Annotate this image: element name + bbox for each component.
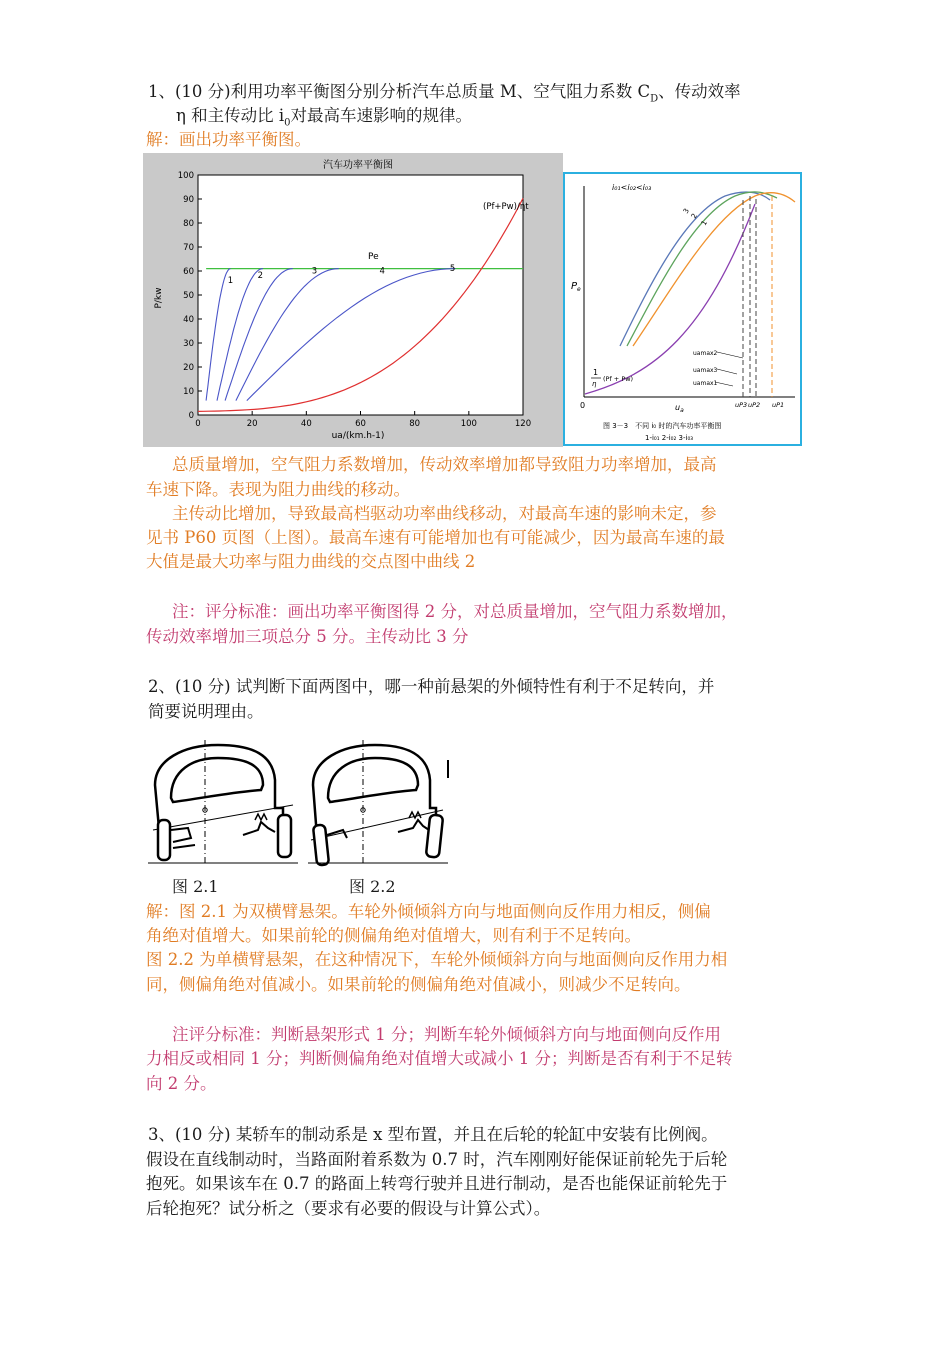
x-tick-label: 100 [460, 419, 477, 429]
q1-line2: η 和主传动比 $i_0$对最高车速影响的规律。 [176, 106, 473, 129]
chart2-frac-expr: (Pf + Pw) [603, 375, 634, 383]
y-tick-label: 0 [188, 411, 194, 421]
y-tick-label: 70 [183, 243, 194, 253]
gear-curve-label: 5 [449, 264, 456, 274]
y-tick-label: 80 [183, 219, 194, 229]
q2-score-line2: 力相反或相同 1 分；判断侧偏角绝对值增大或减小 1 分；判断是否有利于不足转 [146, 1049, 733, 1068]
x-tick-label: 20 [246, 419, 258, 429]
q1-score-line2: 传动效率增加三项总分 5 分。主传动比 3 分 [146, 627, 469, 646]
figure-2-1-caption: 图 2.1 [172, 877, 219, 896]
q3-line4: 后轮抱死？试分析之（要求有必要的假设与计算公式）。 [146, 1199, 551, 1218]
q2-answer-line2: 角绝对值增大。如果前轮的侧偏角绝对值增大，则有利于不足转向。 [146, 926, 641, 945]
gear-curve-label: 1 [227, 276, 234, 286]
power-balance-chart [143, 153, 563, 447]
chart2-caption: 图 3－3 不同 i₀ 时的汽车功率平衡图 [603, 422, 722, 430]
chart2-ylabel: $P_e$ [571, 281, 581, 293]
chart2-frac-num: 1 [593, 368, 599, 377]
chart1-xlabel: ua/(km.h-1) [331, 431, 385, 441]
x-tick-label: 0 [195, 419, 201, 429]
y-tick-label: 30 [183, 339, 194, 349]
chart2-xlabel: $u_a$ [675, 403, 684, 414]
q3-line1: 3、(10 分) 某轿车的制动系是 x 型布置，并且在后轮的轮缸中安装有比例阀。 [148, 1125, 718, 1144]
q2-answer-line4: 同，侧偏角绝对值减小。如果前轮的侧偏角绝对值减小，则减少不足转向。 [146, 975, 691, 994]
y-tick-label: 100 [177, 171, 194, 181]
q1-para1-line2: 车速下降。表现为阻力曲线的移动。 [146, 480, 410, 499]
power-balance-chart-svg [143, 153, 563, 447]
chart2-curve3: 3 [681, 207, 691, 215]
x-tick-label: 120 [514, 419, 532, 429]
chart1-ylabel: P/kw [154, 287, 164, 309]
suspension-figure-2-1 [143, 730, 303, 870]
figure-2-2-caption: 图 2.2 [349, 877, 396, 896]
q1-para2-line3: 大值是最大功率与阻力曲线的交点图中曲线 2 [146, 552, 476, 571]
textbook-figure-svg [565, 174, 800, 444]
q2-score-line3: 向 2 分。 [146, 1074, 217, 1093]
suspension-2-2-svg [303, 730, 453, 870]
chart2-up2: uP2 [748, 401, 761, 409]
chart2-up1: uP1 [772, 401, 785, 409]
chart2-curve2: 2 [689, 212, 699, 220]
q3-line3: 抱死。如果该车在 0.7 的路面上转弯行驶并且进行制动，是否也能保证前轮先于 [146, 1174, 728, 1193]
q1-answer-label: 解：画出功率平衡图。 [146, 130, 311, 149]
chart2-origin: 0 [580, 401, 586, 410]
q1-para2-line1: 主传动比增加，导致最高档驱动功率曲线移动，对最高车速的影响未定，参 [172, 504, 717, 523]
q1-line1: 1、(10 分)利用功率平衡图分别分析汽车总质量 M、空气阻力系数 $C_D$、传动效率 [148, 82, 741, 105]
q1-para2-line2: 见书 P60 页图（上图）。最高车速有可能增加也有可能减少，因为最高车速的最 [146, 528, 725, 547]
suspension-2-1-svg [143, 730, 303, 870]
q3-line2: 假设在直线制动时，当路面附着系数为 0.7 时，汽车刚刚好能保证前轮先于后轮 [146, 1150, 728, 1169]
x-tick-label: 40 [300, 419, 312, 429]
textbook-power-balance-figure [563, 172, 802, 446]
x-tick-label: 60 [355, 419, 366, 429]
chart2-legend: 1-i₀₁ 2-i₀₂ 3-i₀₃ [645, 434, 694, 442]
y-tick-label: 90 [183, 195, 194, 205]
y-tick-label: 10 [183, 387, 194, 397]
q2-answer-line1: 解：图 2.1 为双横臂悬架。车轮外倾倾斜方向与地面侧向反作用力相反，侧偏 [146, 902, 711, 921]
chart2-umax1: uamax1 [693, 380, 718, 387]
chart2-umax3: uamax3 [693, 367, 718, 374]
chart1-resist-label: (Pf+Pw)/ηt [483, 202, 529, 212]
q2-score-line1: 注评分标准：判断悬架形式 1 分；判断车轮外倾倾斜方向与地面侧向反作用 [172, 1025, 721, 1044]
chart2-up3: uP3 [735, 401, 748, 409]
q1-para1-line1: 总质量增加，空气阻力系数增加，传动效率增加都导致阻力功率增加，最高 [172, 455, 717, 474]
chart2-umax2: uamax2 [693, 350, 718, 357]
y-tick-label: 50 [183, 291, 194, 301]
suspension-figure-2-2 [303, 730, 453, 870]
chart1-title: 汽车功率平衡图 [323, 160, 393, 171]
chart2-top-label: i₀₁<i₀₂<i₀₃ [612, 183, 652, 192]
gear-curve-label: 3 [311, 266, 318, 277]
q1-score-line1: 注：评分标准：画出功率平衡图得 2 分，对总质量增加，空气阻力系数增加， [172, 602, 738, 621]
chart2-frac-den: η [592, 380, 597, 388]
y-tick-label: 60 [183, 267, 194, 277]
q2-line2: 简要说明理由。 [148, 702, 264, 721]
chart1-pe-label: Pe [368, 252, 379, 262]
gear-curve-label: 2 [257, 271, 264, 282]
q2-answer-line3: 图 2.2 为单横臂悬架，在这种情况下，车轮外倾倾斜方向与地面侧向反作用力相 [146, 950, 728, 969]
x-tick-label: 80 [409, 419, 421, 429]
y-tick-label: 40 [183, 315, 194, 325]
q2-line1: 2、(10 分) 试判断下面两图中，哪一种前悬架的外倾特性有利于不足转向，并 [148, 677, 715, 696]
y-tick-label: 20 [183, 363, 194, 373]
chart2-curve1: 1 [699, 219, 709, 227]
gear-curve-label: 4 [379, 266, 385, 277]
